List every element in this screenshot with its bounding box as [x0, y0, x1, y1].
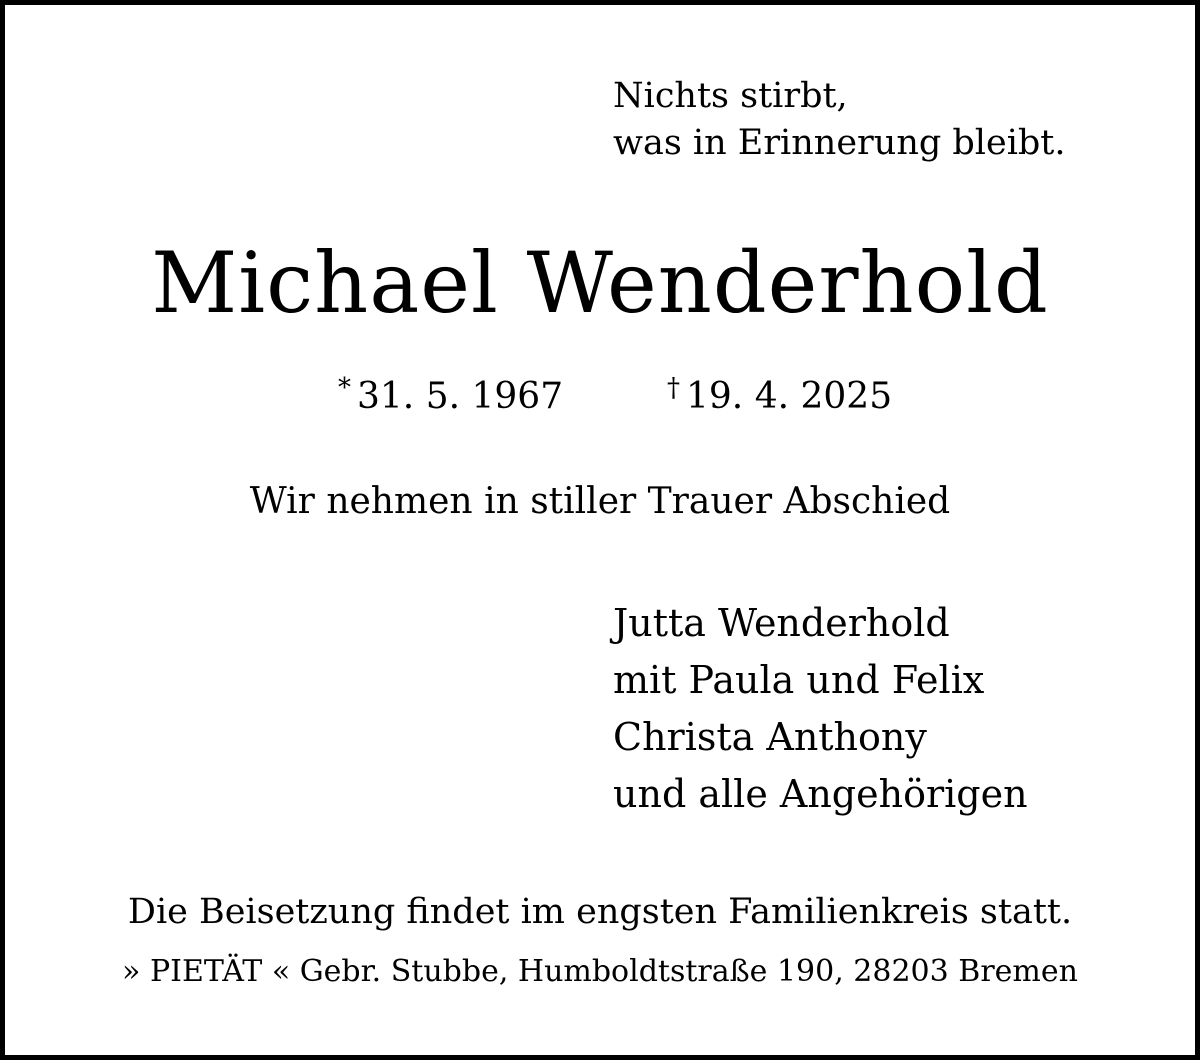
birth-date-line: [338, 363, 563, 422]
undertaker-info: » PIETÄT « Gebr. Stubbe, Humboldtstraße 190, 28203 Bremen: [122, 954, 1078, 989]
motto-line-2: was in Erinnerung bleibt.: [613, 123, 1066, 163]
birth-date: 31. 5. 1967: [357, 376, 564, 417]
death-date-line: [667, 363, 892, 422]
funeral-note: Die Beisetzung findet im engsten Familienkreis statt.: [127, 892, 1073, 932]
mourner-line: mit Paula und Felix: [613, 658, 985, 702]
motto-line-1: Nichts stirbt,: [613, 76, 848, 116]
mourner-line: und alle Angehörigen: [613, 772, 1028, 816]
mourner-line: Jutta Wenderhold: [613, 601, 950, 645]
birth-asterisk-icon: *: [338, 373, 351, 403]
memorial-motto: [613, 73, 1066, 167]
farewell-text: Wir nehmen in stiller Trauer Abschied: [249, 481, 951, 522]
mourner-line: Christa Anthony: [613, 715, 927, 759]
mourners-list: [613, 595, 1028, 823]
death-date: 19. 4. 2025: [686, 376, 893, 417]
deceased-name: Michael Wenderhold: [151, 234, 1049, 332]
death-cross-icon: †: [667, 373, 680, 403]
